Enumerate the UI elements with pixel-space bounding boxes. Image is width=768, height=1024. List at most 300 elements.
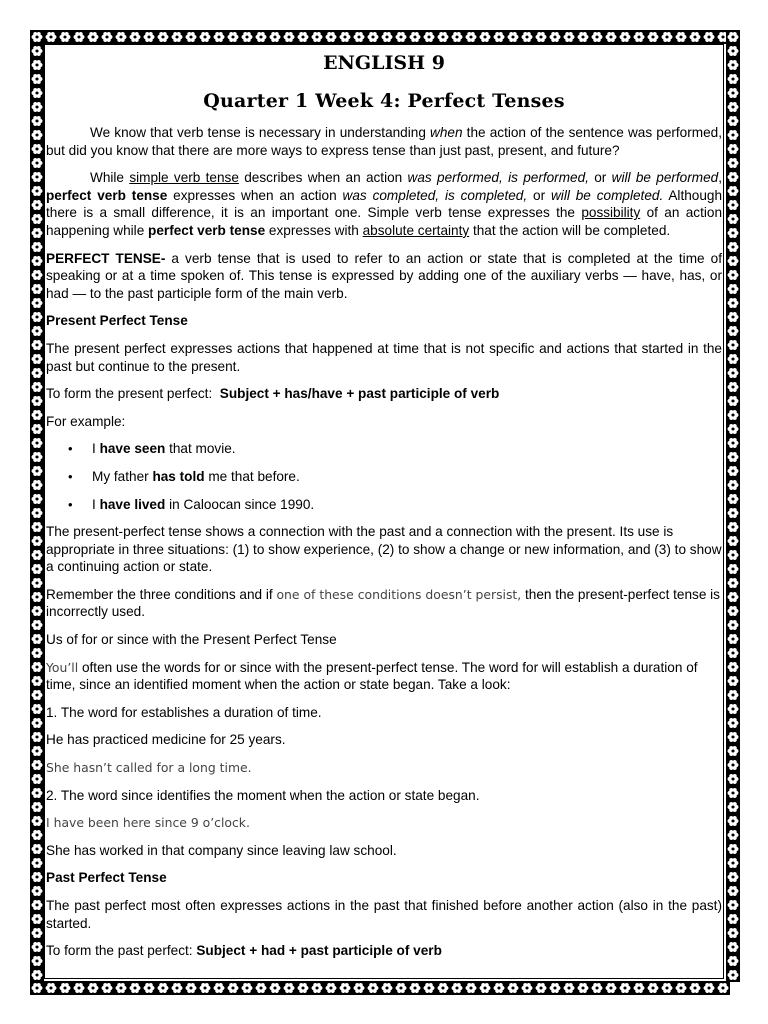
flower-icon xyxy=(726,660,740,674)
flower-icon xyxy=(86,981,100,995)
flower-icon xyxy=(226,981,240,995)
flower-icon xyxy=(618,981,632,995)
flower-icon xyxy=(380,981,394,995)
flower-icon xyxy=(30,730,44,744)
flower-icon xyxy=(114,30,128,44)
formula-label: To form the present perfect: xyxy=(46,386,220,402)
flower-icon xyxy=(30,856,44,870)
definition-term: PERFECT TENSE- xyxy=(46,250,166,266)
flower-icon xyxy=(726,590,740,604)
text-run: perfect verb tense xyxy=(46,187,168,203)
flower-icon xyxy=(30,492,44,506)
list-item xyxy=(46,440,722,458)
flower-icon xyxy=(726,338,740,352)
flower-icon xyxy=(726,282,740,296)
flower-icon xyxy=(352,30,366,44)
flower-icon xyxy=(30,128,44,142)
flower-icon xyxy=(726,310,740,324)
flower-icon xyxy=(226,30,240,44)
text-run: Remember the three conditions and if xyxy=(46,586,277,602)
flower-border-icon xyxy=(30,981,740,995)
flower-icon xyxy=(30,436,44,450)
flower-icon xyxy=(30,352,44,366)
flower-icon xyxy=(632,981,646,995)
present-perfect-heading: Present Perfect Tense xyxy=(46,313,188,329)
flower-icon xyxy=(30,366,44,380)
flower-icon xyxy=(142,30,156,44)
flower-icon xyxy=(30,898,44,912)
for-rule: 1. The word for establishes a duration of time. xyxy=(46,704,322,720)
flower-icon xyxy=(268,30,282,44)
flower-icon xyxy=(366,981,380,995)
flower-border-icon xyxy=(30,30,44,995)
flower-icon xyxy=(240,30,254,44)
flower-icon xyxy=(30,142,44,156)
flower-icon xyxy=(726,828,740,842)
flower-icon xyxy=(726,856,740,870)
flower-icon xyxy=(30,968,44,982)
flower-icon xyxy=(30,632,44,646)
flower-icon xyxy=(726,44,740,58)
flower-icon xyxy=(422,30,436,44)
flower-icon xyxy=(726,772,740,786)
flower-icon xyxy=(30,282,44,296)
flower-icon xyxy=(478,30,492,44)
formula-rule: Subject + had + past participle of verb xyxy=(196,943,442,959)
flower-icon xyxy=(30,72,44,86)
document-title: ENGLISH 9 xyxy=(323,52,445,74)
intro-paragraph-1 xyxy=(46,124,722,159)
flower-icon xyxy=(646,30,660,44)
for-example-2: She hasn’t called for a long time. xyxy=(46,760,252,776)
flower-icon xyxy=(492,981,506,995)
text-run: I xyxy=(92,441,100,457)
flower-icon xyxy=(30,842,44,856)
flower-icon xyxy=(86,30,100,44)
flower-icon xyxy=(464,30,478,44)
flower-icon xyxy=(30,576,44,590)
flower-icon xyxy=(726,58,740,72)
text-run: You’ll xyxy=(46,659,79,675)
text-run: will be completed. xyxy=(550,187,664,203)
flower-icon xyxy=(726,352,740,366)
flower-icon xyxy=(156,30,170,44)
flower-icon xyxy=(30,660,44,674)
flower-icon xyxy=(72,30,86,44)
flower-icon xyxy=(212,30,226,44)
text-run: , xyxy=(718,170,722,186)
flower-icon xyxy=(660,30,674,44)
flower-icon xyxy=(534,981,548,995)
flower-icon xyxy=(352,981,366,995)
flower-icon xyxy=(30,814,44,828)
flower-icon xyxy=(576,30,590,44)
flower-icon xyxy=(324,30,338,44)
text-run: While xyxy=(90,170,130,186)
flower-icon xyxy=(548,981,562,995)
flower-icon xyxy=(128,981,142,995)
flower-icon xyxy=(520,981,534,995)
flower-icon xyxy=(30,562,44,576)
flower-icon xyxy=(726,86,740,100)
flower-icon xyxy=(726,492,740,506)
flower-icon xyxy=(726,940,740,954)
flower-icon xyxy=(520,30,534,44)
text-run: We know that verb tense is necessary in understanding xyxy=(90,125,431,140)
flower-icon xyxy=(726,646,740,660)
flower-icon xyxy=(240,981,254,995)
text-run: expresses with xyxy=(265,222,363,238)
flower-icon xyxy=(324,981,338,995)
flower-icon xyxy=(30,604,44,618)
past-perfect-description: The past perfect most often expresses actions in the past that finished before another action (also in the past) started. xyxy=(46,898,722,931)
flower-icon xyxy=(184,981,198,995)
flower-icon xyxy=(296,981,310,995)
past-perfect-heading: Past Perfect Tense xyxy=(46,870,167,886)
flower-icon xyxy=(726,128,740,142)
text-run: was performed, is performed, xyxy=(407,170,589,186)
list-item xyxy=(46,468,722,486)
text-run: that movie. xyxy=(165,441,236,457)
flower-icon xyxy=(702,981,716,995)
flower-icon xyxy=(72,981,86,995)
flower-icon xyxy=(450,981,464,995)
flower-icon xyxy=(506,30,520,44)
flower-icon xyxy=(632,30,646,44)
flower-icon xyxy=(30,114,44,128)
flower-icon xyxy=(408,30,422,44)
flower-icon xyxy=(170,981,184,995)
flower-icon xyxy=(726,716,740,730)
flower-icon xyxy=(58,30,72,44)
flower-icon xyxy=(726,520,740,534)
flower-icon xyxy=(30,324,44,338)
flower-icon xyxy=(30,268,44,282)
text-run: in Caloocan since 1990. xyxy=(165,496,315,512)
flower-icon xyxy=(726,562,740,576)
flower-icon xyxy=(726,674,740,688)
flower-icon xyxy=(30,464,44,478)
flower-icon xyxy=(726,72,740,86)
flower-icon xyxy=(726,478,740,492)
flower-icon xyxy=(30,926,44,940)
flower-icon xyxy=(394,30,408,44)
flower-icon xyxy=(184,30,198,44)
flower-icon xyxy=(254,30,268,44)
flower-icon xyxy=(30,618,44,632)
flower-icon xyxy=(726,534,740,548)
flower-icon xyxy=(726,422,740,436)
definition-text: a verb tense that is used to refer to an action or state that is completed at the time of speaking or at a time spoken of. This tense is expressed by adding one of the auxiliary verbs — have, has, or had — to the past participle form of the main verb. xyxy=(46,250,722,301)
flower-icon xyxy=(30,310,44,324)
flower-icon xyxy=(436,30,450,44)
flower-icon xyxy=(30,44,44,58)
text-run: absolute certainty xyxy=(362,222,470,238)
flower-icon xyxy=(30,534,44,548)
flower-icon xyxy=(30,156,44,170)
flower-icon xyxy=(30,30,44,44)
flower-icon xyxy=(296,30,310,44)
flower-icon xyxy=(450,30,464,44)
flower-icon xyxy=(726,142,740,156)
flower-icon xyxy=(604,30,618,44)
flower-icon xyxy=(726,114,740,128)
flower-icon xyxy=(30,772,44,786)
list-item xyxy=(46,496,722,514)
flower-icon xyxy=(726,296,740,310)
flower-icon xyxy=(198,981,212,995)
flower-icon xyxy=(30,884,44,898)
flower-icon xyxy=(464,981,478,995)
example-label: For example: xyxy=(46,413,126,429)
flower-icon xyxy=(726,968,740,982)
flower-icon xyxy=(30,240,44,254)
flower-icon xyxy=(688,981,702,995)
flower-icon xyxy=(30,86,44,100)
flower-icon xyxy=(58,981,72,995)
flower-icon xyxy=(726,408,740,422)
flower-icon xyxy=(534,30,548,44)
document-content xyxy=(46,48,722,970)
flower-icon xyxy=(726,184,740,198)
flower-icon xyxy=(30,58,44,72)
text-run: I xyxy=(92,496,100,512)
text-run: often use the words for or since with the present-perfect tense. The word for will establish a duration of time, since an identified moment when the action or state began. Take a look: xyxy=(46,659,698,693)
flower-icon xyxy=(44,981,58,995)
flower-icon xyxy=(726,702,740,716)
flower-icon xyxy=(366,30,380,44)
flower-icon xyxy=(30,716,44,730)
flower-icon xyxy=(142,981,156,995)
flower-icon xyxy=(30,590,44,604)
flower-icon xyxy=(576,981,590,995)
flower-icon xyxy=(726,744,740,758)
text-run: My father xyxy=(92,468,153,484)
flower-icon xyxy=(726,324,740,338)
flower-icon xyxy=(674,30,688,44)
flower-icon xyxy=(726,604,740,618)
text-run: has told xyxy=(152,468,205,484)
flower-icon xyxy=(562,30,576,44)
flower-icon xyxy=(646,981,660,995)
example-list xyxy=(46,440,722,513)
present-perfect-formula xyxy=(46,385,722,403)
flower-icon xyxy=(30,506,44,520)
flower-icon xyxy=(726,730,740,744)
flower-icon xyxy=(30,478,44,492)
flower-icon xyxy=(726,898,740,912)
flower-icon xyxy=(30,170,44,184)
text-run: have lived xyxy=(99,496,166,512)
flower-icon xyxy=(726,800,740,814)
text-run: simple verb tense xyxy=(129,170,239,186)
flower-icon xyxy=(674,981,688,995)
flower-icon xyxy=(30,702,44,716)
flower-icon xyxy=(100,30,114,44)
document-subtitle: Quarter 1 Week 4: Perfect Tenses xyxy=(203,90,565,112)
flower-icon xyxy=(702,30,716,44)
flower-icon xyxy=(394,981,408,995)
flower-icon xyxy=(30,380,44,394)
flower-icon xyxy=(282,981,296,995)
flower-icon xyxy=(268,981,282,995)
text-run: or xyxy=(588,170,612,186)
flower-icon xyxy=(726,842,740,856)
flower-icon xyxy=(726,240,740,254)
flower-icon xyxy=(30,912,44,926)
flower-icon xyxy=(30,184,44,198)
for-since-intro xyxy=(46,659,722,694)
flower-icon xyxy=(422,981,436,995)
flower-icon xyxy=(254,981,268,995)
flower-icon xyxy=(726,926,740,940)
flower-icon xyxy=(590,30,604,44)
text-run: the action of the sentence was performed, but did you know that there are more ways to express tense than just past, present, and future? xyxy=(46,125,722,158)
flower-icon xyxy=(726,450,740,464)
flower-icon xyxy=(30,548,44,562)
flower-icon xyxy=(30,744,44,758)
flower-icon xyxy=(30,954,44,968)
text-run: possibility xyxy=(581,205,641,221)
text-run: one of these conditions doesn’t persist, xyxy=(276,586,522,602)
flower-icon xyxy=(492,30,506,44)
flower-icon xyxy=(562,981,576,995)
since-example-2: She has worked in that company since leaving law school. xyxy=(46,842,397,858)
text-run: Although there is a small difference, it is an important one. Simple verb tense expresses the xyxy=(46,187,723,221)
flower-icon xyxy=(170,30,184,44)
flower-icon xyxy=(688,30,702,44)
flower-icon xyxy=(282,30,296,44)
flower-icon xyxy=(30,198,44,212)
flower-icon xyxy=(726,464,740,478)
text-run: then the present-perfect tense is incorrectly used. xyxy=(46,586,720,620)
text-run: was completed, is completed, xyxy=(342,187,528,203)
flower-icon xyxy=(726,870,740,884)
for-since-heading: Us of for or since with the Present Perfect Tense xyxy=(46,632,337,648)
since-example-1: I have been here since 9 o’clock. xyxy=(46,815,250,831)
flower-icon xyxy=(726,954,740,968)
text-run: perfect verb tense xyxy=(148,222,266,238)
flower-icon xyxy=(726,100,740,114)
flower-icon xyxy=(408,981,422,995)
flower-icon xyxy=(30,828,44,842)
flower-icon xyxy=(726,814,740,828)
text-run: have seen xyxy=(99,441,166,457)
flower-icon xyxy=(212,981,226,995)
flower-icon xyxy=(156,981,170,995)
flower-icon xyxy=(604,981,618,995)
flower-icon xyxy=(310,30,324,44)
flower-icon xyxy=(726,198,740,212)
flower-icon xyxy=(380,30,394,44)
flower-icon xyxy=(548,30,562,44)
formula-label: To form the past perfect: xyxy=(46,943,197,959)
text-run: of an action happening while xyxy=(46,205,723,238)
flower-icon xyxy=(338,30,352,44)
flower-icon xyxy=(30,254,44,268)
past-perfect-formula xyxy=(46,942,722,960)
flower-icon xyxy=(44,30,58,44)
flower-border-top-icon xyxy=(30,30,740,44)
flower-icon xyxy=(128,30,142,44)
flower-icon xyxy=(726,254,740,268)
perfect-tense-definition xyxy=(46,250,722,303)
flower-icon xyxy=(30,786,44,800)
flower-icon xyxy=(30,940,44,954)
flower-icon xyxy=(726,548,740,562)
flower-icon xyxy=(726,268,740,282)
flower-icon xyxy=(726,436,740,450)
flower-icon xyxy=(726,212,740,226)
flower-icon xyxy=(30,338,44,352)
intro-paragraph-2 xyxy=(46,169,722,239)
text-run: or xyxy=(527,187,551,203)
flower-icon xyxy=(618,30,632,44)
flower-icon xyxy=(726,30,740,44)
flower-icon xyxy=(338,981,352,995)
flower-icon xyxy=(100,981,114,995)
flower-icon xyxy=(30,212,44,226)
flower-icon xyxy=(30,100,44,114)
flower-icon xyxy=(660,981,674,995)
remember-paragraph xyxy=(46,586,722,621)
flower-icon xyxy=(726,576,740,590)
flower-icon xyxy=(726,506,740,520)
flower-icon xyxy=(726,156,740,170)
flower-border-right-icon xyxy=(726,30,740,995)
flower-border-bottom-icon xyxy=(30,981,740,995)
flower-border-icon xyxy=(726,30,740,995)
flower-icon xyxy=(726,912,740,926)
flower-icon xyxy=(726,758,740,772)
since-rule: 2. The word since identifies the moment when the action or state began. xyxy=(46,787,480,803)
flower-icon xyxy=(726,226,740,240)
text-run: me that before. xyxy=(204,468,300,484)
flower-icon xyxy=(726,380,740,394)
flower-icon xyxy=(30,870,44,884)
formula-rule: Subject + has/have + past participle of verb xyxy=(219,386,500,402)
flower-icon xyxy=(310,981,324,995)
flower-icon xyxy=(726,884,740,898)
flower-icon xyxy=(726,688,740,702)
text-run: that the action will be completed. xyxy=(469,222,671,238)
flower-border-left-icon xyxy=(30,30,44,995)
flower-icon xyxy=(726,394,740,408)
text-run: describes when an action xyxy=(238,170,408,186)
text-run: expresses when an action xyxy=(167,187,343,203)
flower-icon xyxy=(478,981,492,995)
flower-icon xyxy=(114,981,128,995)
flower-icon xyxy=(726,618,740,632)
flower-icon xyxy=(30,688,44,702)
flower-icon xyxy=(726,632,740,646)
flower-icon xyxy=(726,366,740,380)
flower-icon xyxy=(30,408,44,422)
for-example-1: He has practiced medicine for 25 years. xyxy=(46,732,286,748)
flower-icon xyxy=(30,646,44,660)
text-run: when xyxy=(430,125,463,140)
flower-icon xyxy=(506,981,520,995)
flower-icon xyxy=(30,800,44,814)
flower-icon xyxy=(30,520,44,534)
present-perfect-uses: The present-perfect tense shows a connection with the past and a connection with the present. Its use is appropriate in three situations: (1) to show experience, (2) to show a change or new information, and (3) to show a continuing action or state. xyxy=(46,524,722,575)
flower-border-icon xyxy=(30,30,740,44)
flower-icon xyxy=(30,674,44,688)
flower-icon xyxy=(30,758,44,772)
flower-icon xyxy=(30,450,44,464)
flower-icon xyxy=(30,422,44,436)
flower-icon xyxy=(30,394,44,408)
